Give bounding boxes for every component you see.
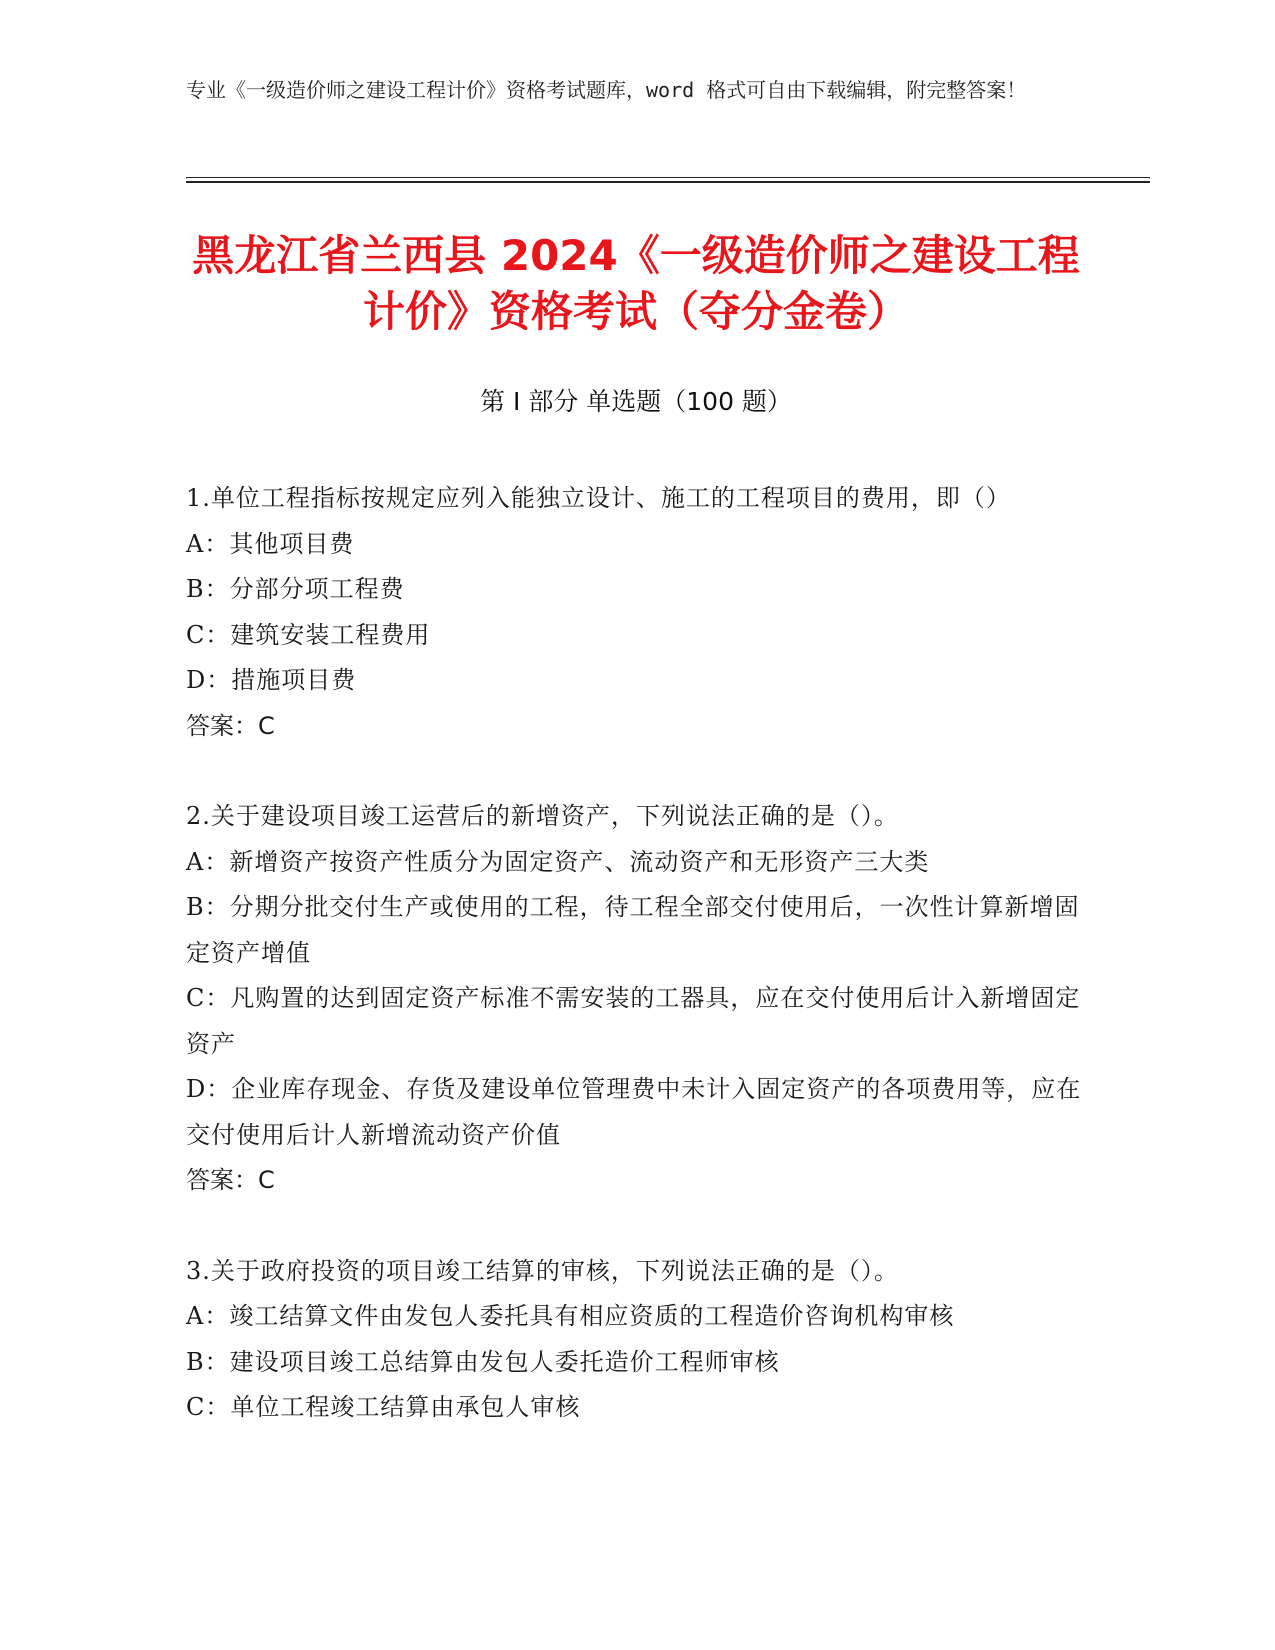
header-divider-thick [186, 181, 1150, 183]
option-a: A：其他项目费 [186, 529, 355, 558]
question-stem: 1.单位工程指标按规定应列入能独立设计、施工的工程项目的费用，即（） [186, 484, 1011, 512]
document-title: 黑龙江省兰西县 2024《一级造价师之建设工程计价》资格考试（夺分金卷） [192, 231, 1080, 336]
question-stem: 3.关于政府投资的项目竣工结算的审核，下列说法正确的是（）。 [186, 1256, 899, 1285]
option-d: D：企业库存现金、存货及建设单位管理费中未计入固定资产的各项费用等，应在交付使用后计人新增流动资产价值 [186, 1075, 1082, 1149]
option-d: D：措施项目费 [186, 666, 357, 694]
option-b: B：分期分批交付生产或使用的工程，待工程全部交付使用后，一次性计算新增固定资产增值 [186, 893, 1080, 967]
option-a: A：竣工结算文件由发包人委托具有相应资质的工程造价咨询机构审核 [186, 1302, 955, 1330]
option-c: C：建筑安装工程费用 [186, 620, 431, 649]
question-2 [186, 794, 1086, 1204]
answer: 答案：C [186, 711, 275, 740]
header-divider-thin [186, 177, 1150, 178]
option-a: A：新增资产按资产性质分为固定资产、流动资产和无形资产三大类 [186, 847, 930, 876]
option-c: C：单位工程竣工结算由承包人审核 [186, 1393, 581, 1421]
option-b: B：建设项目竣工总结算由发包人委托造价工程师审核 [186, 1347, 780, 1376]
question-1 [186, 476, 1086, 749]
question-list [186, 476, 1086, 1476]
option-b: B：分部分项工程费 [186, 575, 405, 603]
question-stem: 2.关于建设项目竣工运营后的新增资产，下列说法正确的是（）。 [186, 802, 899, 830]
section-title: 第 I 部分 单选题（100 题） [480, 387, 792, 416]
header-note: 专业《一级造价师之建设工程计价》资格考试题库，word 格式可自由下载编辑，附完整答案！ [186, 78, 1027, 102]
answer: 答案：C [186, 1166, 275, 1194]
question-3 [186, 1249, 1086, 1431]
option-c: C：凡购置的达到固定资产标准不需安装的工器具，应在交付使用后计入新增固定资产 [186, 984, 1081, 1058]
